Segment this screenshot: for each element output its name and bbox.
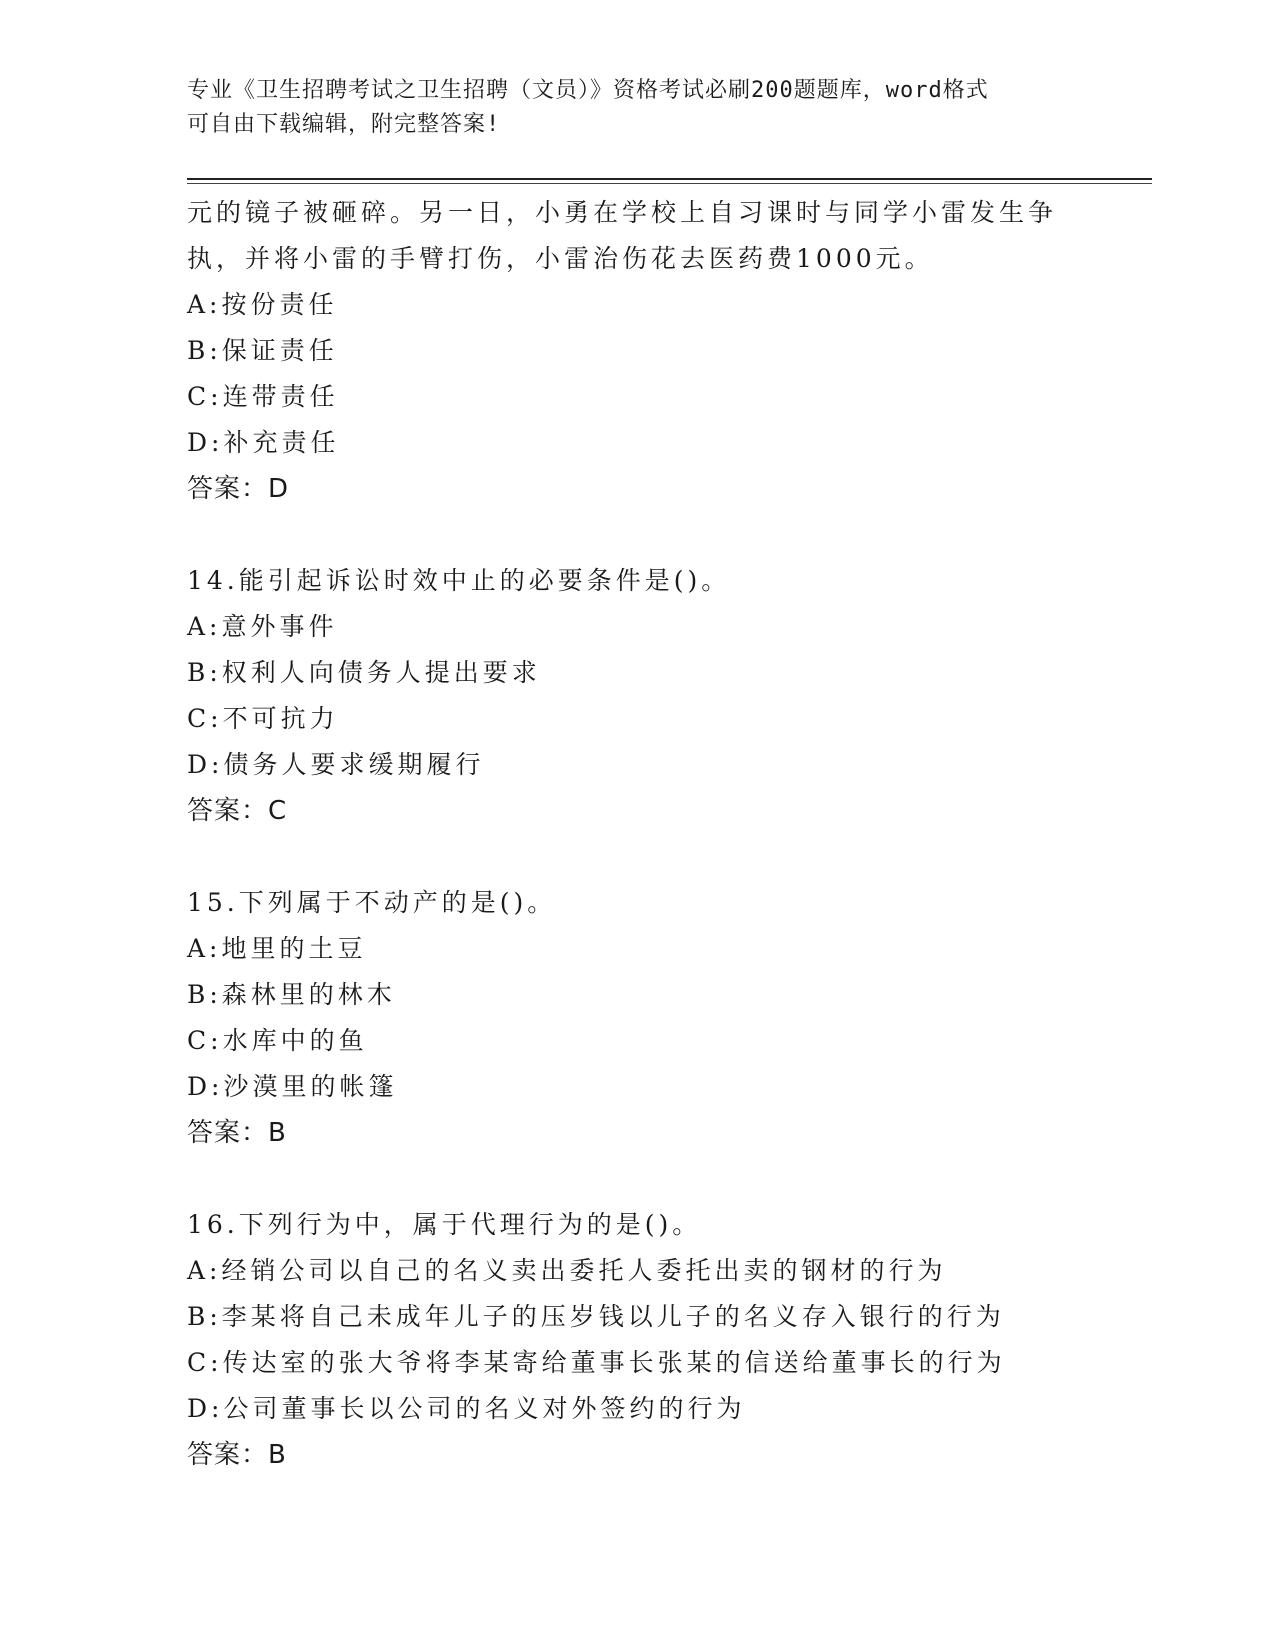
answer-line: 答案：D <box>187 474 290 504</box>
option-letter: C: <box>187 382 223 411</box>
option-text: 地里的土豆 <box>221 934 367 963</box>
option-letter: C: <box>187 1026 223 1055</box>
option-d <box>187 1386 1137 1432</box>
option-text: 李某将自己未成年儿子的压岁钱以儿子的名义存入银行的行为 <box>221 1302 1005 1331</box>
option-text: 森林里的林木 <box>221 980 396 1009</box>
spacer <box>187 834 1137 880</box>
question-stem: 15.下列属于不动产的是()。 <box>187 888 557 917</box>
option-text: 权利人向债务人提出要求 <box>221 658 541 687</box>
option-text: 沙漠里的帐篷 <box>223 1072 398 1101</box>
option-a <box>187 1248 1137 1294</box>
option-letter: A: <box>187 934 222 963</box>
option-c <box>187 1018 1137 1064</box>
option-text: 按份责任 <box>221 290 338 319</box>
option-text: 意外事件 <box>221 612 338 641</box>
option-b <box>187 1294 1137 1340</box>
option-text: 补充责任 <box>223 428 340 457</box>
option-letter: D: <box>187 1072 224 1101</box>
answer-line: 答案：B <box>187 1440 287 1470</box>
header-line-2: 可自由下载编辑，附完整答案! <box>187 112 501 137</box>
option-letter: B: <box>187 336 222 365</box>
question-15 <box>187 880 1137 1156</box>
option-letter: A: <box>187 1256 222 1285</box>
question-13-continuation <box>187 190 1137 512</box>
document-header <box>187 74 1067 142</box>
option-a <box>187 282 1137 328</box>
header-line-1: 专业《卫生招聘考试之卫生招聘（文员）》资格考试必刷200题题库，word格式 <box>187 78 989 103</box>
option-c <box>187 374 1137 420</box>
option-text: 水库中的鱼 <box>222 1026 368 1055</box>
option-text: 保证责任 <box>221 336 338 365</box>
answer-line: 答案：B <box>187 1118 287 1148</box>
option-text: 不可抗力 <box>222 704 339 733</box>
question-14 <box>187 558 1137 834</box>
question-stem-line: 执，并将小雷的手臂打伤，小雷治伤花去医药费1000元。 <box>187 244 934 273</box>
option-letter: D: <box>187 750 224 779</box>
option-letter: C: <box>187 1348 223 1377</box>
question-stem-line: 元的镜子被砸碎。另一日，小勇在学校上自习课时与同学小雷发生争 <box>187 198 1058 227</box>
option-b <box>187 650 1137 696</box>
question-content <box>187 190 1137 1478</box>
option-text: 公司董事长以公司的名义对外签约的行为 <box>223 1394 746 1423</box>
option-letter: C: <box>187 704 223 733</box>
option-b <box>187 328 1137 374</box>
question-stem: 14.能引起诉讼时效中止的必要条件是()。 <box>187 566 731 595</box>
option-letter: B: <box>187 658 222 687</box>
option-d <box>187 420 1137 466</box>
question-16 <box>187 1202 1137 1478</box>
option-letter: A: <box>187 290 222 319</box>
option-letter: D: <box>187 1394 224 1423</box>
option-letter: D: <box>187 428 224 457</box>
question-stem: 16.下列行为中，属于代理行为的是()。 <box>187 1210 702 1239</box>
option-text: 债务人要求缓期履行 <box>223 750 485 779</box>
answer-line: 答案：C <box>187 796 288 826</box>
option-c <box>187 696 1137 742</box>
option-text: 连带责任 <box>222 382 339 411</box>
option-d <box>187 1064 1137 1110</box>
option-a <box>187 926 1137 972</box>
option-letter: A: <box>187 612 222 641</box>
option-d <box>187 742 1137 788</box>
option-letter: B: <box>187 980 222 1009</box>
header-divider-thin <box>187 183 1152 184</box>
option-a <box>187 604 1137 650</box>
option-letter: B: <box>187 1302 222 1331</box>
spacer <box>187 512 1137 558</box>
option-c <box>187 1340 1137 1386</box>
option-text: 经销公司以自己的名义卖出委托人委托出卖的钢材的行为 <box>221 1256 947 1285</box>
option-text: 传达室的张大爷将李某寄给董事长张某的信送给董事长的行为 <box>222 1348 1006 1377</box>
spacer <box>187 1156 1137 1202</box>
header-divider-thick <box>187 178 1152 180</box>
option-b <box>187 972 1137 1018</box>
